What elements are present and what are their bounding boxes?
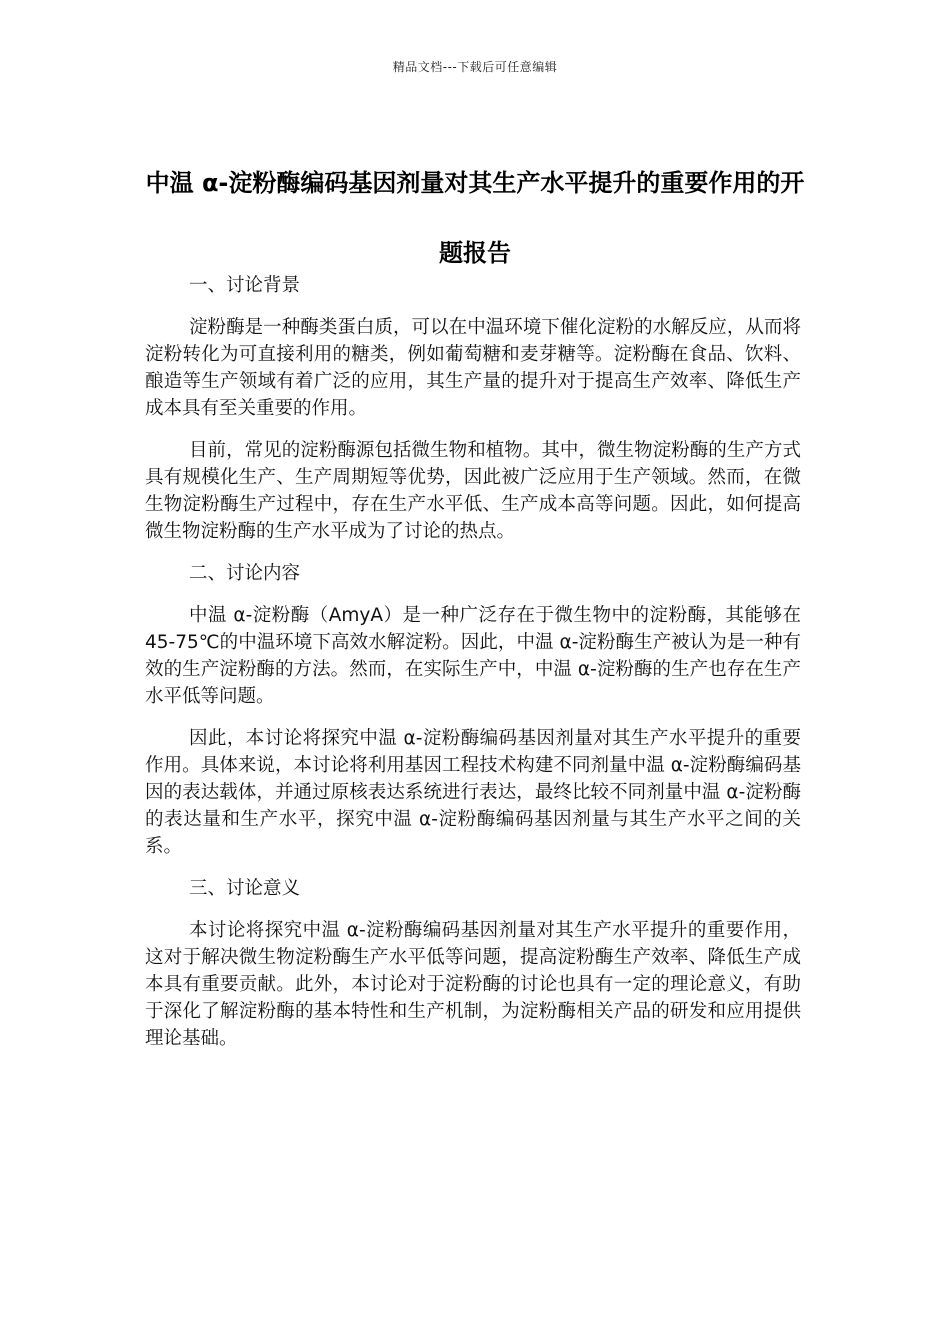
section-heading-significance: 三、讨论意义 <box>189 878 301 899</box>
document-body <box>145 272 801 1067</box>
document-title: 中温 α-淀粉酶编码基因剂量对其生产水平提升的重要作用的开题报告 <box>145 169 805 268</box>
section-heading-content: 二、讨论内容 <box>189 563 301 584</box>
paragraph: 中温 α-淀粉酶（AmyA）是一种广泛存在于微生物中的淀粉酶，其能够在 45-75℃的中温环境下高效水解淀粉。因此，中温 α-淀粉酶生产被认为是一种有效的生产淀粉酶的方法。然而，在实际生产中，中温 α-淀粉酶的生产也存在生产水平低等问题。 <box>145 605 801 707</box>
paragraph: 目前，常见的淀粉酶源包括微生物和植物。其中，微生物淀粉酶的生产方式具有规模化生产、生产周期短等优势，因此被广泛应用于生产领域。然而，在微生物淀粉酶生产过程中，存在生产水平低、生产成本高等问题。因此，如何提高微生物淀粉酶的生产水平成为了讨论的热点。 <box>145 440 801 542</box>
paragraph: 因此，本讨论将探究中温 α-淀粉酶编码基因剂量对其生产水平提升的重要作用。具体来说，本讨论将利用基因工程技术构建不同剂量中温 α-淀粉酶编码基因的表达载体，并通过原核表达系统进行表达，最终比较不同剂量中温 α-淀粉酶的表达量和生产水平，探究中温 α-淀粉酶编码基因剂量与其生产水平之间的关系。 <box>145 728 801 857</box>
section-heading-background: 一、讨论背景 <box>189 275 301 296</box>
paragraph: 本讨论将探究中温 α-淀粉酶编码基因剂量对其生产水平提升的重要作用，这对于解决微生物淀粉酶生产水平低等问题，提高淀粉酶生产效率、降低生产成本具有重要贡献。此外，本讨论对于淀粉酶的讨论也具有一定的理论意义，有助于深化了解淀粉酶的基本特性和生产机制，为淀粉酶相关产品的研发和应用提供理论基础。 <box>145 920 801 1049</box>
paragraph: 淀粉酶是一种酶类蛋白质，可以在中温环境下催化淀粉的水解反应，从而将淀粉转化为可直接利用的糖类，例如葡萄糖和麦芽糖等。淀粉酶在食品、饮料、酿造等生产领域有着广泛的应用，其生产量的提升对于提高生产效率、降低生产成本具有至关重要的作用。 <box>145 317 801 419</box>
header-note: 精品文档---下载后可任意编辑 <box>392 60 558 74</box>
